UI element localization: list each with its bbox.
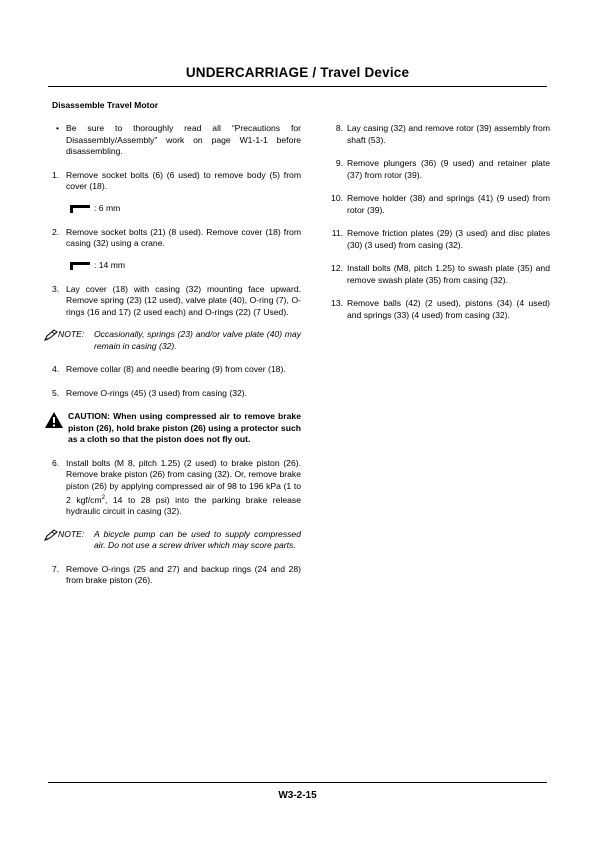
step-text: Remove O-rings (45) (3 used) from casing (32). <box>66 387 248 398</box>
step-number: 5. <box>52 387 60 398</box>
note-1 <box>52 329 301 352</box>
step-10 <box>323 193 550 216</box>
step-number: 3. <box>52 283 60 294</box>
step-number: 9. <box>335 157 343 168</box>
step-13 <box>323 298 550 321</box>
step-number: 13. <box>331 297 343 308</box>
header-rule <box>48 86 547 87</box>
step-1 <box>52 170 301 193</box>
step-text: Lay cover (18) with casing (32) mounting face upward. Remove spring (23) (12 used), valve plate (40), O-ring (7), O-rings (16 and 17) (2 used each) and O-rings (22) (7 Used). <box>66 283 301 317</box>
step-12 <box>323 263 550 286</box>
left-column <box>52 123 301 599</box>
footer-rule <box>48 782 547 783</box>
step-text: Remove holder (38) and springs (41) (9 used) from rotor (39). <box>347 192 550 215</box>
right-column <box>323 123 550 333</box>
step-number: 2. <box>52 226 60 237</box>
page-title: UNDERCARRIAGE / Travel Device <box>185 65 410 80</box>
step-text-part-b: , 14 to 28 psi) into the parking brake release hydraulic circuit in casing (32). <box>66 494 301 517</box>
tool-spec-2 <box>70 260 301 272</box>
step-7 <box>52 564 301 587</box>
step-6 <box>52 458 301 518</box>
tool-spec-1 <box>70 203 301 215</box>
step-text: Lay casing (32) and remove rotor (39) assembly from shaft (53). <box>347 123 550 145</box>
note-label: NOTE: <box>58 329 85 340</box>
precaution-bullet <box>52 123 301 158</box>
step-number: 1. <box>52 169 60 180</box>
caution-text: CAUTION: When using compressed air to remove brake piston (26), hold brake piston (26) using a protector such as a cloth so that the piston does not fly out. <box>68 411 301 445</box>
note-text: Occasionally, springs (23) and/or valve plate (40) may remain in casing (32). <box>94 329 301 351</box>
page-header <box>48 65 547 80</box>
step-3 <box>52 284 301 319</box>
note-2 <box>52 529 301 552</box>
warning-triangle-icon <box>44 411 64 429</box>
step-8 <box>323 123 550 146</box>
bullet-text: Be sure to thoroughly read all “Precautions for Disassembly/Assembly” work on page W1-1-1 before disassembling. <box>66 123 301 157</box>
caution-block <box>52 411 301 446</box>
section-title: Disassemble Travel Motor <box>52 100 159 110</box>
step-text: Remove plungers (36) (9 used) and retainer plate (37) from rotor (39). <box>347 157 550 180</box>
pencil-note-icon <box>44 529 58 541</box>
step-number: 8. <box>335 123 343 133</box>
step-9 <box>323 158 550 181</box>
note-text: A bicycle pump can be used to supply compressed air. Do not use a screw driver which may score parts. <box>94 528 301 551</box>
step-text: Remove socket bolts (21) (8 used). Remove cover (18) from casing (32) using a crane. <box>66 226 301 249</box>
page-number: W3-2-15 <box>278 790 317 801</box>
hex-wrench-icon <box>70 204 90 213</box>
note-label: NOTE: <box>58 528 85 539</box>
step-text: Remove socket bolts (6) (6 used) to remove body (5) from cover (18). <box>66 169 301 192</box>
step-text-part-a: Install bolts (M 8, pitch 1.25) (2 used) to brake piston (26). Remove brake piston (26) from casing (32). Or, remove brake piston (26) by applying compressed air of 98 to 196 kPa (1 to 2 kgf/cm <box>66 457 301 505</box>
bullet-mark: • <box>56 123 60 133</box>
pencil-note-icon <box>44 329 58 341</box>
step-number: 4. <box>52 364 60 375</box>
step-4 <box>52 364 301 376</box>
step-number: 12. <box>331 262 343 273</box>
step-2 <box>52 227 301 250</box>
step-text: Remove O-rings (25 and 27) and backup rings (24 and 28) from brake piston (26). <box>66 563 301 586</box>
superscript: 2 <box>101 494 105 501</box>
step-11 <box>323 228 550 251</box>
step-text: Remove friction plates (29) (3 used) and disc plates (30) (3 used) from casing (32). <box>347 227 550 250</box>
step-number: 10. <box>331 192 343 203</box>
step-5 <box>52 388 301 400</box>
step-text: Remove balls (42) (2 used), pistons (34) (4 used) and springs (33) (4 used) from casing (32). <box>347 297 550 320</box>
hex-wrench-icon <box>70 261 90 270</box>
tool-size: : 14 mm <box>94 259 126 270</box>
step-number: 11. <box>331 227 343 238</box>
step-number: 7. <box>52 563 60 574</box>
step-number: 6. <box>52 457 60 468</box>
step-text: Install bolts (M8, pitch 1.25) to swash plate (35) and remove swash plate (35) from casing (32). <box>347 262 550 285</box>
tool-size: : 6 mm <box>94 202 121 213</box>
step-text: Remove collar (8) and needle bearing (9) from cover (18). <box>66 364 286 375</box>
step-text <box>66 458 301 518</box>
